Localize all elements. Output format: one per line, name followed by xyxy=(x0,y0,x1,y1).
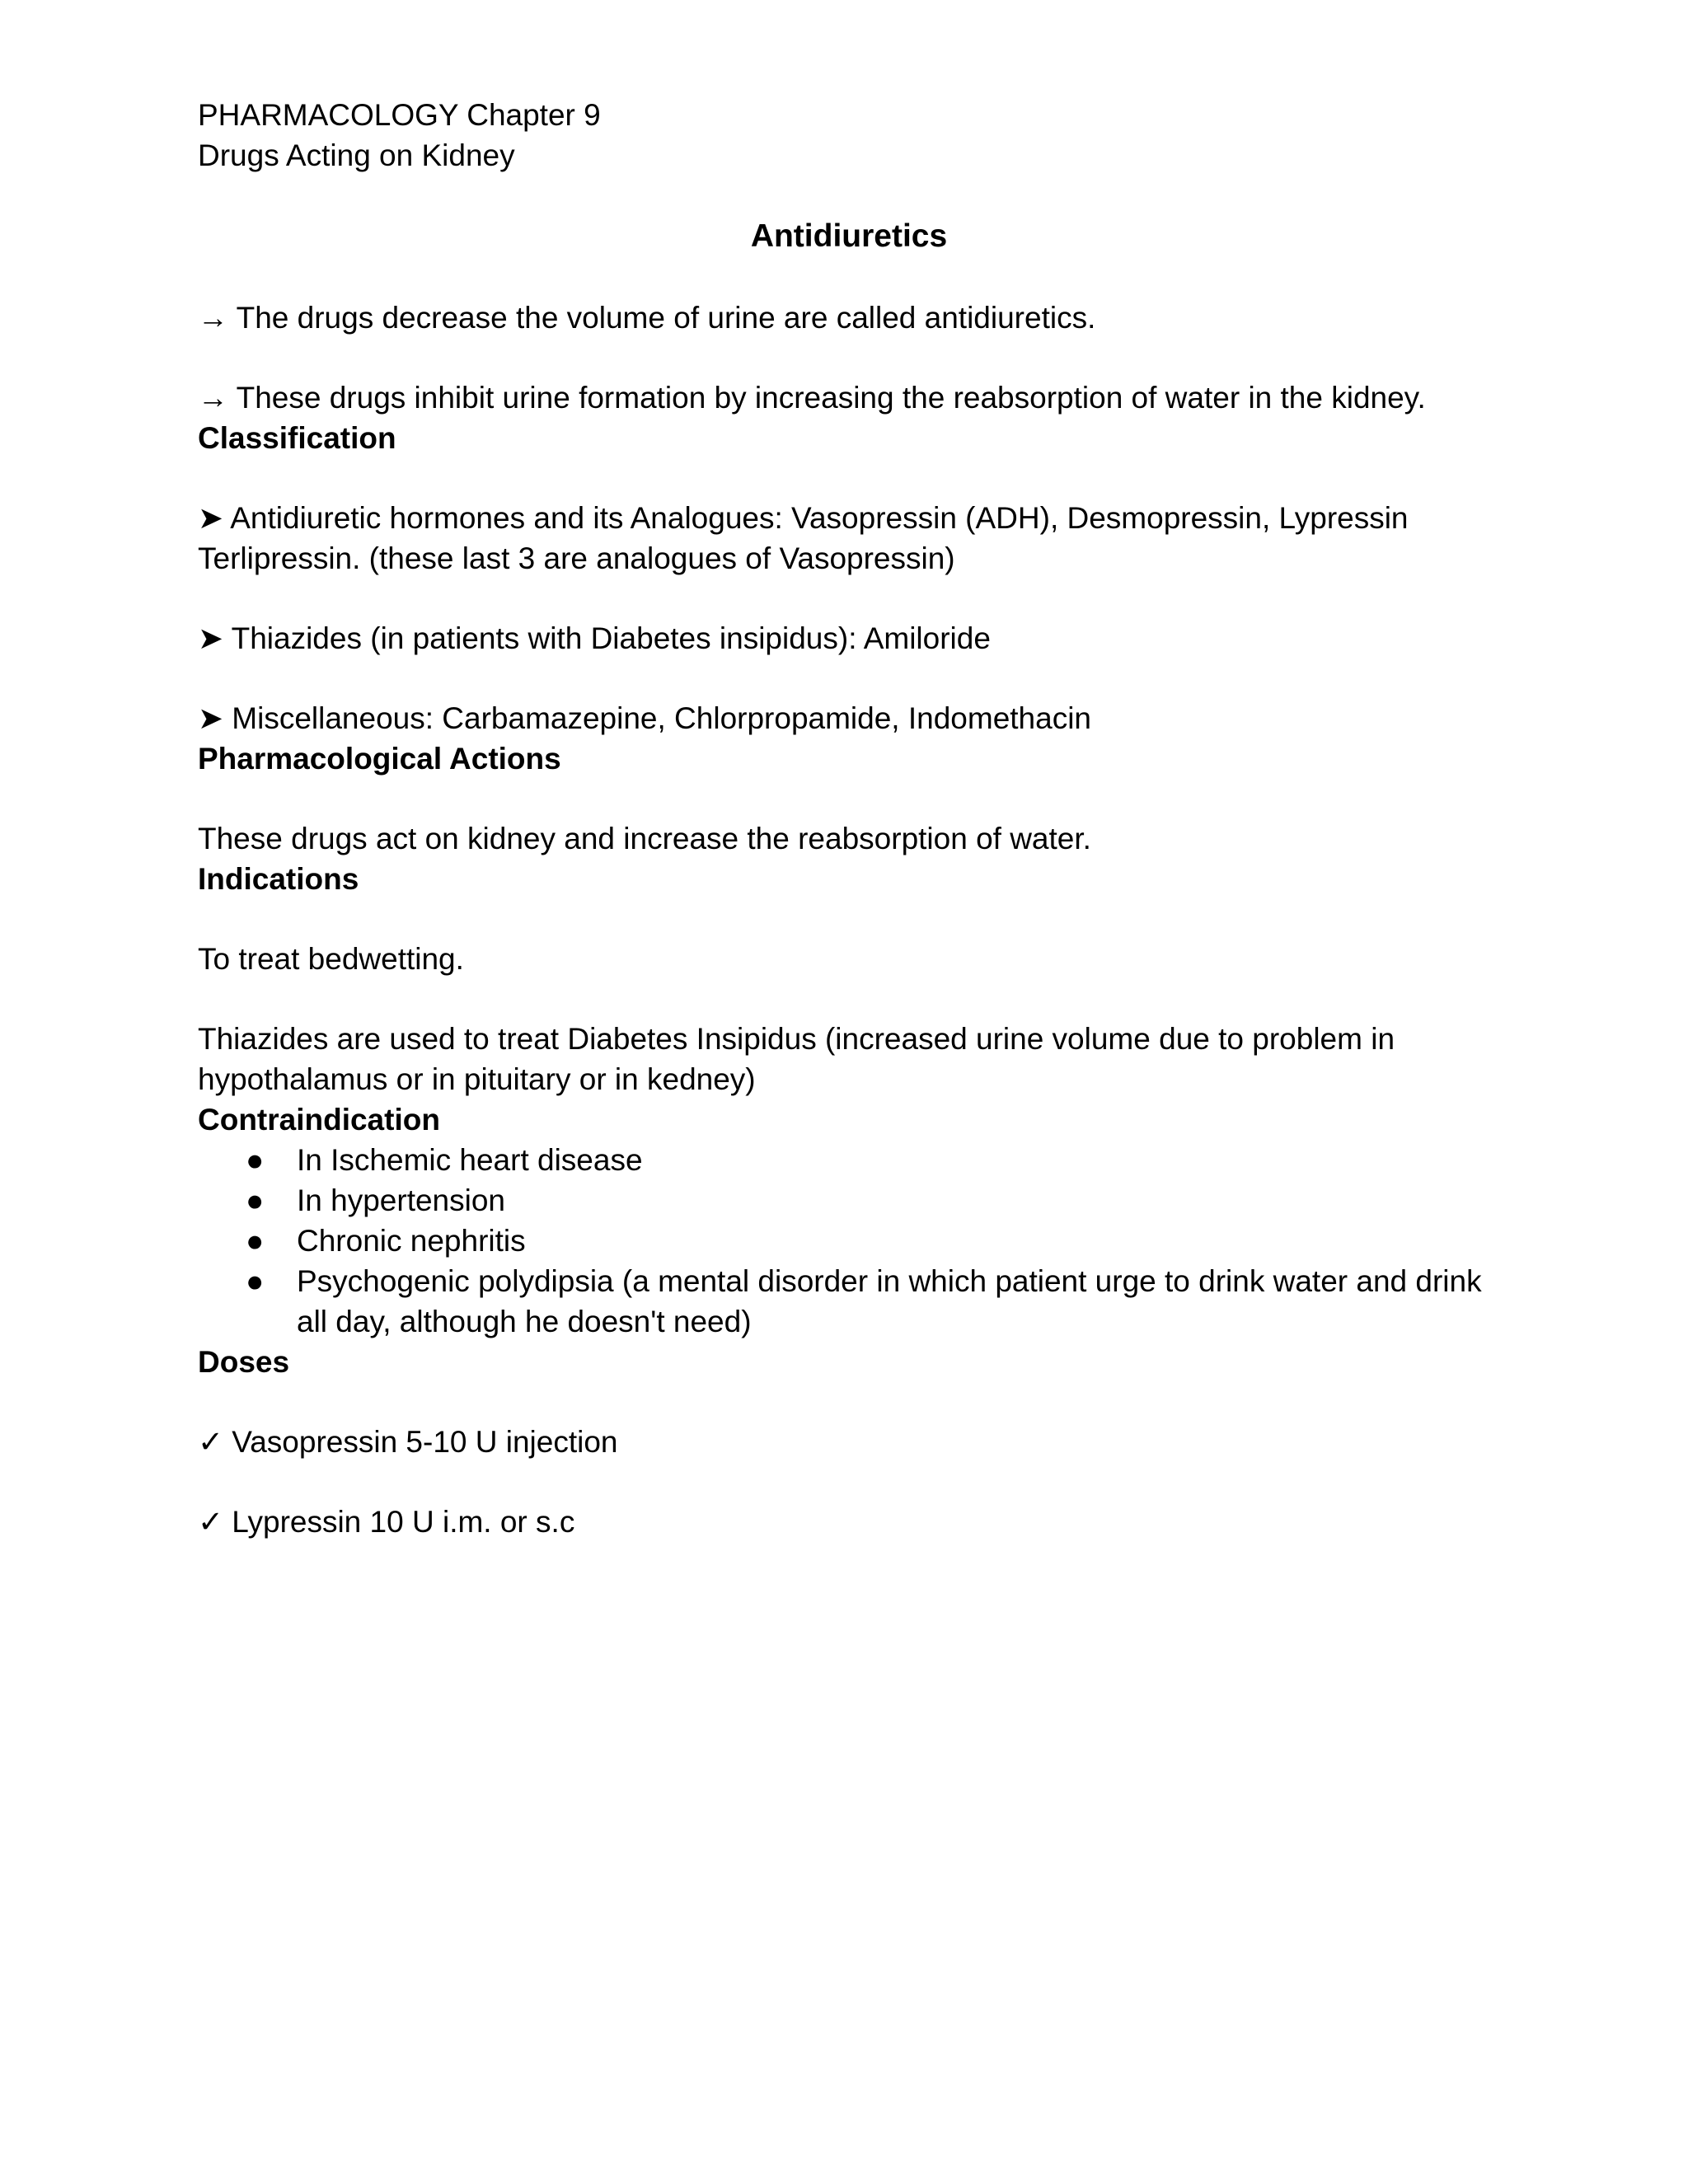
indication-item: Thiazides are used to treat Diabetes Insipidus (increased urine volume due to problem in hypothalamus or in pituitary or in kedney) xyxy=(198,1022,1395,1096)
contraindication-heading: Contraindication xyxy=(198,1103,440,1137)
list-item xyxy=(198,1180,1500,1221)
list-item xyxy=(198,1221,1500,1261)
classification-item: ➤ Antidiuretic hormones and its Analogues: Vasopressin (ADH), Desmopressin, Lypressin Terlipressin. (these last 3 are analogues of Vasopressin) xyxy=(198,501,1409,575)
bullet-icon: ● xyxy=(246,1183,265,1217)
chapter-subtitle: Drugs Acting on Kidney xyxy=(198,138,515,172)
intro-paragraph: → These drugs inhibit urine formation by increasing the reabsorption of water in the kidney. xyxy=(198,381,1426,415)
bullet-icon: ● xyxy=(246,1143,265,1177)
actions-heading: Pharmacological Actions xyxy=(198,742,561,776)
list-item-text: In Ischemic heart disease xyxy=(297,1143,643,1177)
list-item-text: Chronic nephritis xyxy=(297,1224,526,1258)
list-item-text: Psychogenic polydipsia (a mental disorder in which patient urge to drink water and drink all day, although he doesn't need) xyxy=(297,1264,1482,1338)
contraindication-list xyxy=(198,1140,1500,1342)
dose-item: ✓ Vasopressin 5-10 U injection xyxy=(198,1425,618,1459)
actions-text: These drugs act on kidney and increase the reabsorption of water. xyxy=(198,822,1091,855)
chapter-header: PHARMACOLOGY Chapter 9 xyxy=(198,98,601,132)
list-item xyxy=(198,1140,1500,1180)
classification-heading: Classification xyxy=(198,421,396,455)
document-page xyxy=(198,95,1500,1542)
dose-item: ✓ Lypressin 10 U i.m. or s.c xyxy=(198,1505,575,1539)
list-item-text: In hypertension xyxy=(297,1183,506,1217)
indication-item: To treat bedwetting. xyxy=(198,942,464,976)
doses-heading: Doses xyxy=(198,1345,290,1379)
classification-item: ➤ Miscellaneous: Carbamazepine, Chlorpropamide, Indomethacin xyxy=(198,701,1092,735)
page-title: Antidiuretics xyxy=(750,218,948,254)
classification-item: ➤ Thiazides (in patients with Diabetes insipidus): Amiloride xyxy=(198,621,991,655)
bullet-icon: ● xyxy=(246,1264,265,1298)
bullet-icon: ● xyxy=(246,1224,265,1258)
indications-heading: Indications xyxy=(198,862,359,896)
intro-paragraph: → The drugs decrease the volume of urine are called antidiuretics. xyxy=(198,301,1096,335)
list-item xyxy=(198,1261,1500,1342)
